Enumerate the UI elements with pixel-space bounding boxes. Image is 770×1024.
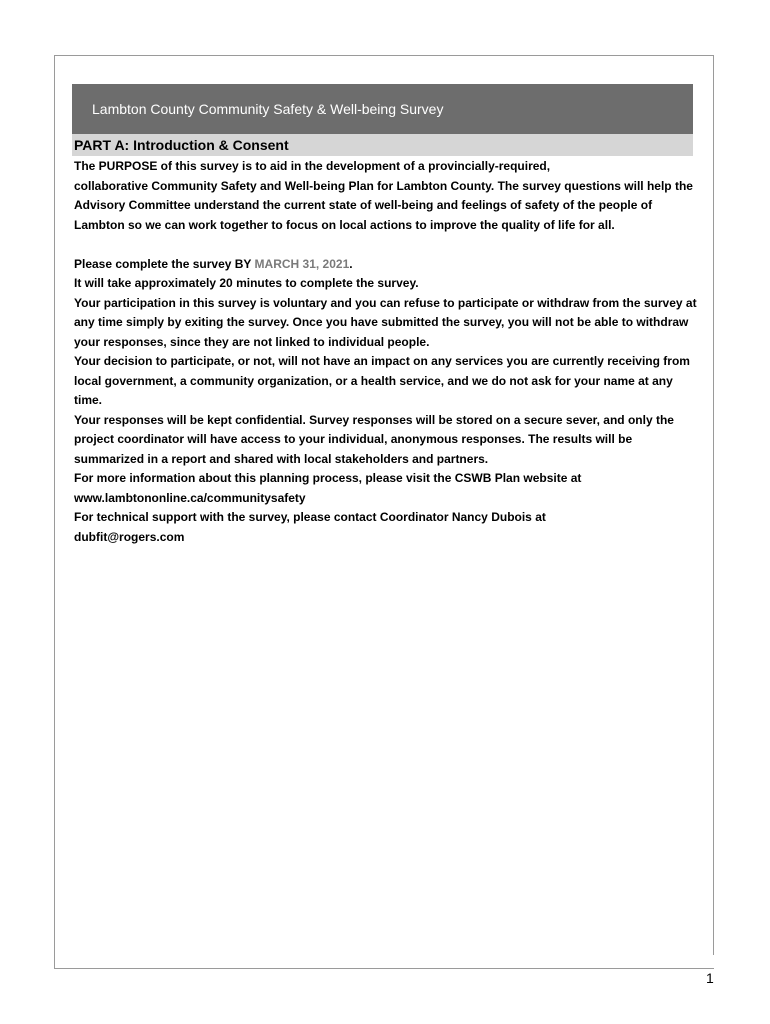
deadline-suffix: . (349, 256, 353, 271)
survey-title: Lambton County Community Safety & Well-being Survey (92, 101, 444, 117)
deadline-prefix: Please complete the survey BY (74, 256, 255, 271)
website-link[interactable]: www.lambtononline.ca/communitysafety (74, 490, 306, 505)
voluntary-paragraph: Your participation in this survey is voluntary and you can refuse to participate or withdraw from the survey at any time simply by exiting the survey. Once you have submitted the survey, you will not be able to withdraw your responses, since they are not linked to individual people. (74, 295, 697, 349)
support-email-link[interactable]: dubfit@rogers.com (74, 529, 185, 544)
decision-paragraph: Your decision to participate, or not, will not have an impact on any services you are currently receiving from local government, a community organization, or a health service, and we do not ask for your name at any time. (74, 354, 690, 407)
tech-support-line: For technical support with the survey, please contact Coordinator Nancy Dubois at (74, 510, 546, 524)
section-title: PART A: Introduction & Consent (74, 137, 289, 153)
deadline-date: MARCH 31, 2021 (254, 256, 350, 271)
confidential-paragraph: Your responses will be kept confidential. Survey responses will be stored on a secure sever, and only the project coordinator will have access to your individual, anonymous responses. The results will be summarized in a report and shared with local stakeholders and partners. (74, 412, 674, 466)
page-number: 1 (706, 970, 714, 986)
page-right-rule (713, 55, 714, 955)
intro-body (74, 157, 704, 547)
survey-header-band (72, 84, 693, 134)
more-info-line: For more information about this planning process, please visit the CSWB Plan website at (74, 471, 582, 485)
deadline-line (74, 255, 704, 275)
section-header-bar (72, 134, 693, 156)
purpose-paragraph: collaborative Community Safety and Well-being Plan for Lambton County. The survey questions will help the Advisory Committee understand the current state of well-being and feelings of safety of the people of Lambton so we can work together to focus on local actions to improve the quality of life for all. (74, 178, 693, 232)
purpose-line-1: The PURPOSE of this survey is to aid in the development of a provincially-required, (74, 159, 551, 173)
paragraph-spacer (74, 235, 704, 255)
duration-line: It will take approximately 20 minutes to complete the survey. (74, 276, 419, 290)
